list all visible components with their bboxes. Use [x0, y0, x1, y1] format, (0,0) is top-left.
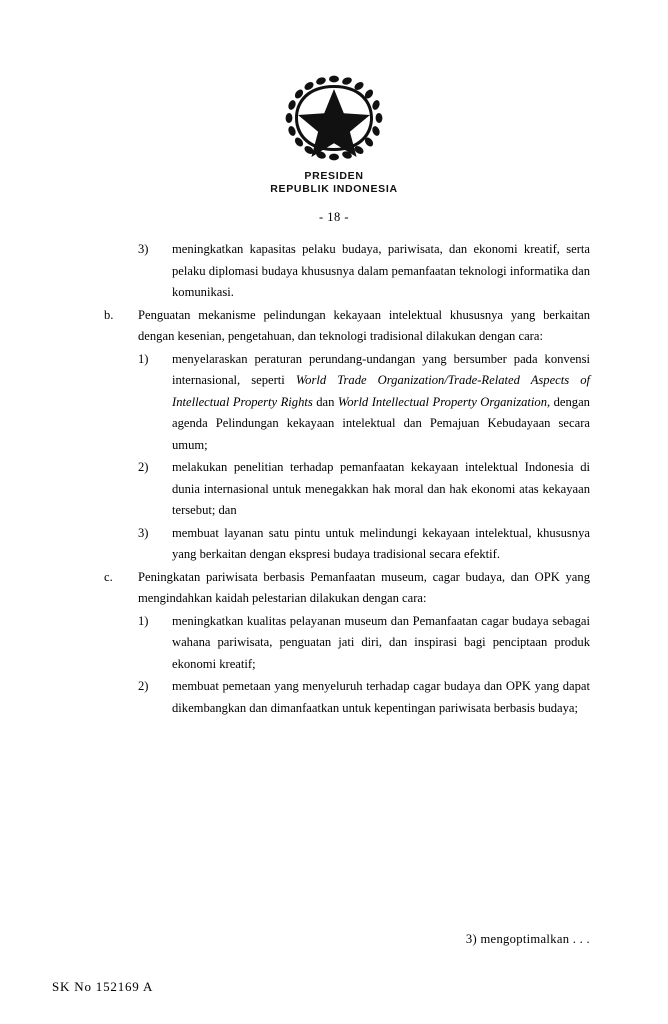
- list-item-marker: b.: [104, 307, 114, 322]
- crest-title-line-2: REPUBLIK INDONESIA: [270, 183, 398, 195]
- list-item-text: Peningkatan pariwisata berbasis Pemanfaatan museum, cagar budaya, dan OPK yang mengindahkan kaidah pelestarian dilakukan dengan cara:: [138, 569, 590, 605]
- list-item: [82, 611, 590, 676]
- list-item: [82, 523, 590, 566]
- document-header: [0, 0, 668, 196]
- list-item: [82, 567, 590, 610]
- list-item-marker: 2): [138, 460, 149, 474]
- crest-title-line-1: PRESIDEN: [304, 170, 364, 182]
- list-item: [82, 349, 590, 457]
- list-item-text: membuat pemetaan yang menyeluruh terhadap cagar budaya dan OPK yang dapat dikembangkan dan dimanfaatkan untuk kepentingan pariwisata berbasis budaya;: [172, 679, 590, 715]
- list-item: [82, 239, 590, 304]
- list-item: [82, 676, 590, 719]
- list-item-marker: 1): [138, 613, 149, 628]
- list-item-marker: 1): [138, 351, 149, 366]
- list-item-marker: c.: [104, 569, 113, 584]
- document-body: [82, 239, 590, 719]
- list-item-marker: 3): [138, 242, 149, 256]
- list-item-marker: 3): [138, 525, 149, 540]
- list-item-text: menyelaraskan peraturan perundang-undangan yang bersumber pada konvensi internasional, seperti World Trade Organization/Trade-Related Aspects of Intellectual Property Rights dan World Intellectual Property Organization, dengan agenda Pelindungan kekayaan intelektual dan Pemajuan Kebudayaan secara umum;: [172, 351, 590, 452]
- list-item-text: Penguatan mekanisme pelindungan kekayaan intelektual khususnya yang berkaitan dengan kesenian, pengetahuan, dan teknologi tradisional dilakukan dengan cara:: [138, 307, 590, 343]
- list-item-marker: 2): [138, 679, 149, 693]
- crest-title: [0, 170, 668, 196]
- list-item-text: meningkatkan kapasitas pelaku budaya, pariwisata, dan ekonomi kreatif, serta pelaku diplomasi budaya khususnya dalam pemanfaatan teknologi informatika dan komunikasi.: [172, 242, 590, 299]
- catchword: 3) mengoptimalkan . . .: [465, 932, 590, 946]
- list-item-text: meningkatkan kualitas pelayanan museum dan Pemanfaatan cagar budaya sebagai wahana pariwisata, penguatan jati diri, dan inspirasi bagi penciptaan produk ekonomi kreatif;: [172, 613, 590, 671]
- page-number: - 18 -: [318, 210, 350, 224]
- list-item-text: membuat layanan satu pintu untuk melindungi kekayaan intelektual, khususnya yang berkaitan dengan ekspresi budaya tradisional secara efektif.: [172, 525, 590, 561]
- sk-number: SK No 152169 A: [52, 979, 154, 994]
- list-item-text: melakukan penelitian terhadap pemanfaatan kekayaan intelektual Indonesia di dunia internasional untuk menegakkan hak moral dan hak ekonomi atas kekayaan tersebut; dan: [172, 460, 590, 517]
- list-item: [82, 305, 590, 348]
- indonesia-presidential-star-emblem-icon: [279, 74, 389, 162]
- list-item: [82, 457, 590, 522]
